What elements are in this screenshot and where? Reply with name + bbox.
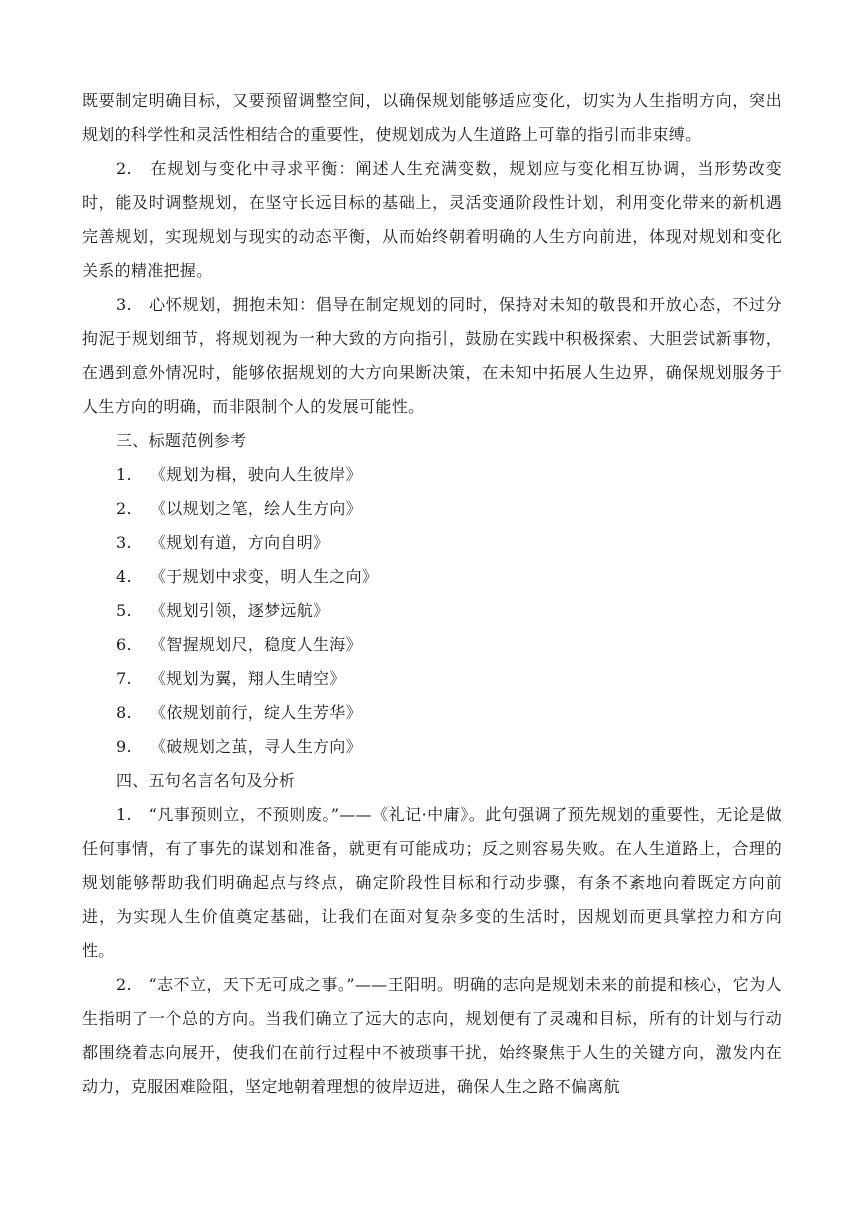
section4-heading: 四、五句名言名句及分析 [116,771,296,790]
list-number: 5. [116,601,132,620]
list-item [82,458,782,492]
list-text: 《规划为翼，翔人生晴空》 [150,669,346,688]
quote-analysis-2 [82,968,782,1104]
list-item [82,730,782,764]
quote-text: “凡事预则立，不预则废。”——《礼记·中庸》。此句强调了预先规划的重要性，无论是做任何事情，有了事先的谋划和准备，就更有可能成功；反之则容易失败。在人生道路上，合理的规划能够帮助我们明确起点与终点，确定阶段性目标和行动步骤，有条不紊地向着既定方向前进，为实现人生价值奠定基础，让我们在面对复杂多变的生活时，因规划而更具掌控力和方向性。 [82,805,782,960]
list-number: 8. [116,703,132,722]
list-text: 《规划有道，方向自明》 [150,533,330,552]
list-item [82,526,782,560]
list-item [82,492,782,526]
point-text: 在规划与变化中寻求平衡：阐述人生充满变数，规划应与变化相互协调，当形势改变时，能及时调整规划，在坚守长远目标的基础上，灵活变通阶段性计划，利用变化带来的新机遇完善规划，实现规划与现实的动态平衡，从而始终朝着明确的人生方向前进，体现对规划和变化关系的精准把握。 [82,159,782,280]
document-page [82,84,782,1104]
point-number: 3. [116,295,132,314]
point-text: 心怀规划，拥抱未知：倡导在制定规划的同时，保持对未知的敬畏和开放心态，不过分拘泥于规划细节，将规划视为一种大致的方向指引，鼓励在实践中积极探索、大胆尝试新事物，在遇到意外情况时，能够依据规划的大方向果断决策，在未知中拓展人生边界，确保规划服务于人生方向的明确，而非限制个人的发展可能性。 [82,295,782,416]
list-text: 《规划为楫，驶向人生彼岸》 [150,465,362,484]
section2-continuation-paragraph: 既要制定明确目标，又要预留调整空间，以确保规划能够适应变化，切实为人生指明方向，突出规划的科学性和灵活性相结合的重要性，使规划成为人生道路上可靠的指引而非束缚。 [82,91,782,144]
list-number: 6. [116,635,132,654]
quote-number: 1. [116,805,132,824]
list-item [82,696,782,730]
list-text: 《规划引领，逐梦远航》 [150,601,330,620]
quote-number: 2. [116,975,132,994]
list-number: 7. [116,669,132,688]
list-text: 《于规划中求变，明人生之向》 [150,567,379,586]
quote-text: “志不立，天下无可成之事。”——王阳明。明确的志向是规划未来的前提和核心，它为人生指明了一个总的方向。当我们确立了远大的志向，规划便有了灵魂和目标，所有的计划与行动都围绕着志向展开，使我们在前行过程中不被琐事干扰，始终聚焦于人生的关键方向，激发内在动力，克服困难险阻，坚定地朝着理想的彼岸迈进，确保人生之路不偏离航 [82,975,782,1096]
title-examples-list [82,458,782,764]
list-number: 4. [116,567,132,586]
list-text: 《以规划之笔，绘人生方向》 [150,499,362,518]
list-text: 《破规划之茧，寻人生方向》 [150,737,362,756]
section2-point-3 [82,288,782,424]
list-text: 《智握规划尺，稳度人生海》 [150,635,362,654]
list-item [82,594,782,628]
list-number: 9. [116,737,132,756]
list-item [82,662,782,696]
quote-analysis-1 [82,798,782,968]
list-number: 3. [116,533,132,552]
list-item [82,560,782,594]
list-text: 《依规划前行，绽人生芳华》 [150,703,362,722]
list-item [82,628,782,662]
list-number: 1. [116,465,132,484]
section3-heading: 三、标题范例参考 [116,431,247,450]
point-number: 2. [116,159,132,178]
list-number: 2. [116,499,132,518]
section2-point-2 [82,152,782,288]
